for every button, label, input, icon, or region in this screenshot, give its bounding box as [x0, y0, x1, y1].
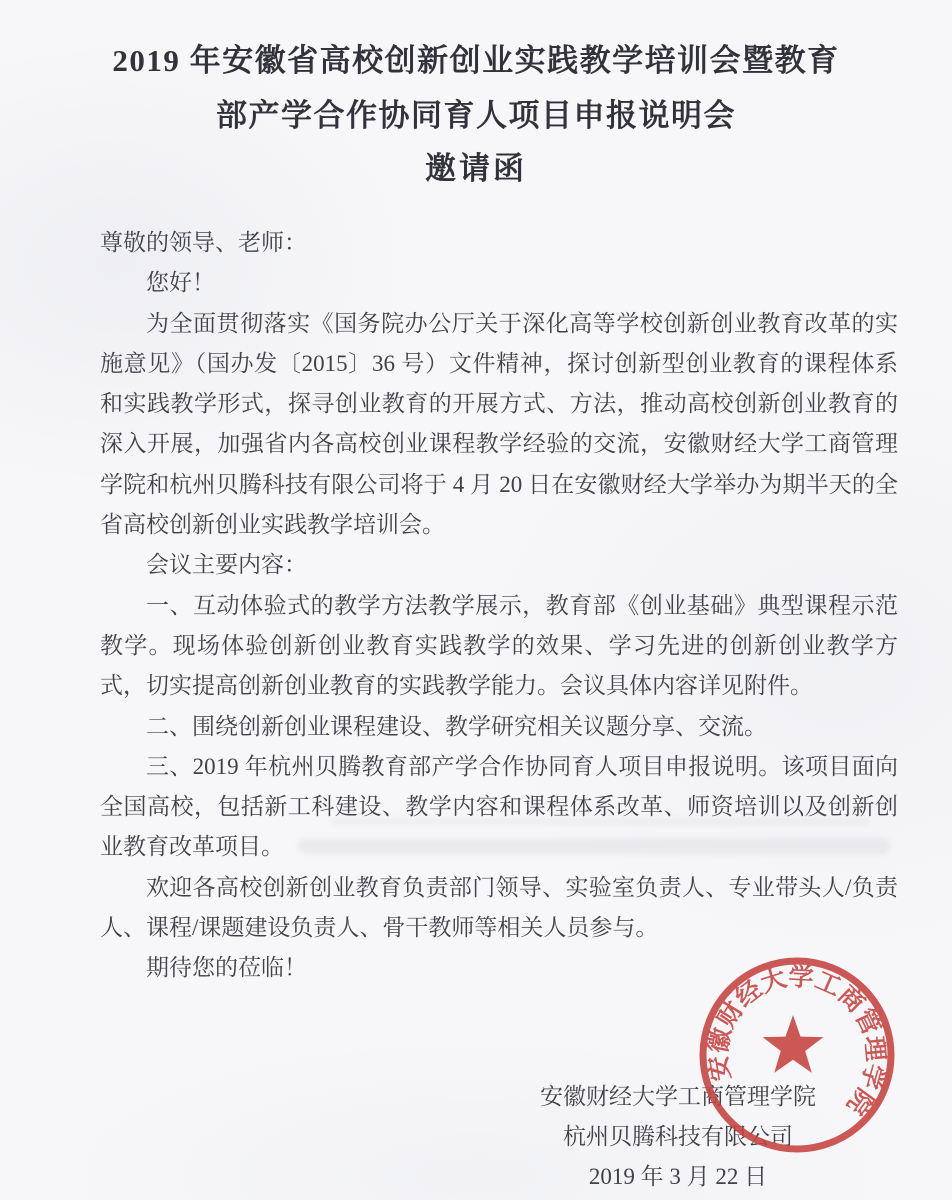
paragraph-welcome: 欢迎各高校创新创业教育负责部门领导、实验室负责人、专业带头人/负责人、课程/课题建设负责人、骨干教师等相关人员参与。 [100, 874, 898, 941]
official-seal [688, 948, 908, 1168]
signature-org-2: 杭州贝腾科技有限公司 [563, 1124, 793, 1149]
signature-date: 2019 年 3 月 22 日 [588, 1164, 768, 1189]
paragraph-item-2: 二、围绕创新创业课程建设、教学研究相关议题分享、交流。 [146, 713, 767, 739]
title-line-2: 部产学合作协同育人项目申报说明会 [216, 98, 736, 133]
signature-org-1: 安徽财经大学工商管理学院 [540, 1084, 816, 1109]
greeting: 您好！ [146, 270, 215, 296]
seal-star-icon [763, 1015, 824, 1073]
paragraph-agenda-heading: 会议主要内容： [146, 552, 307, 578]
salutation: 尊敬的领导、老师： [100, 230, 307, 255]
paragraph-closing: 期待您的莅临！ [146, 955, 307, 981]
letter-type-heading: 邀请函 [425, 151, 527, 186]
scan-bleed-artifact [298, 838, 890, 854]
scan-bleed-artifact [330, 818, 870, 825]
paragraph-item-1: 一、互动体验式的教学方法教学展示，教育部《创业基础》典型课程示范教学。现场体验创新创业教育实践教学的效果、学习先进的创新创业教学方式，切实提高创新创业教育的实践教学能力。会议具体内容详见附件。 [100, 592, 898, 699]
letter-title [0, 33, 952, 195]
title-line-1: 2019 年安徽省高校创新创业实践教学培训会暨教育 [112, 43, 840, 78]
seal-ring-text: 安徽财经大学工商管理学院 [705, 963, 889, 1120]
paragraph-intro: 为全面贯彻落实《国务院办公厅关于深化高等学校创新创业教育改革的实施意见》（国办发〔2015〕36 号）文件精神，探讨创新型创业教育的课程体系和实践教学形式，探寻创业教育的开展方式、方法，推动高校创新创业教育的深入开展，加强省内各高校创业课程教学经验的交流，安徽财经大学工商管理学院和杭州贝腾科技有限公司将于 4 月 20 日在安徽财经大学举办为期半天的全省高校创新创业实践教学培训会。 [100, 310, 898, 538]
paragraph-item-3: 三、2019 年杭州贝腾教育部产学合作协同育人项目申报说明。该项目面向全国高校，包括新工科建设、教学内容和课程体系改革、师资培训以及创新创业教育改革项目。 [100, 753, 898, 860]
letter-body [100, 223, 898, 989]
